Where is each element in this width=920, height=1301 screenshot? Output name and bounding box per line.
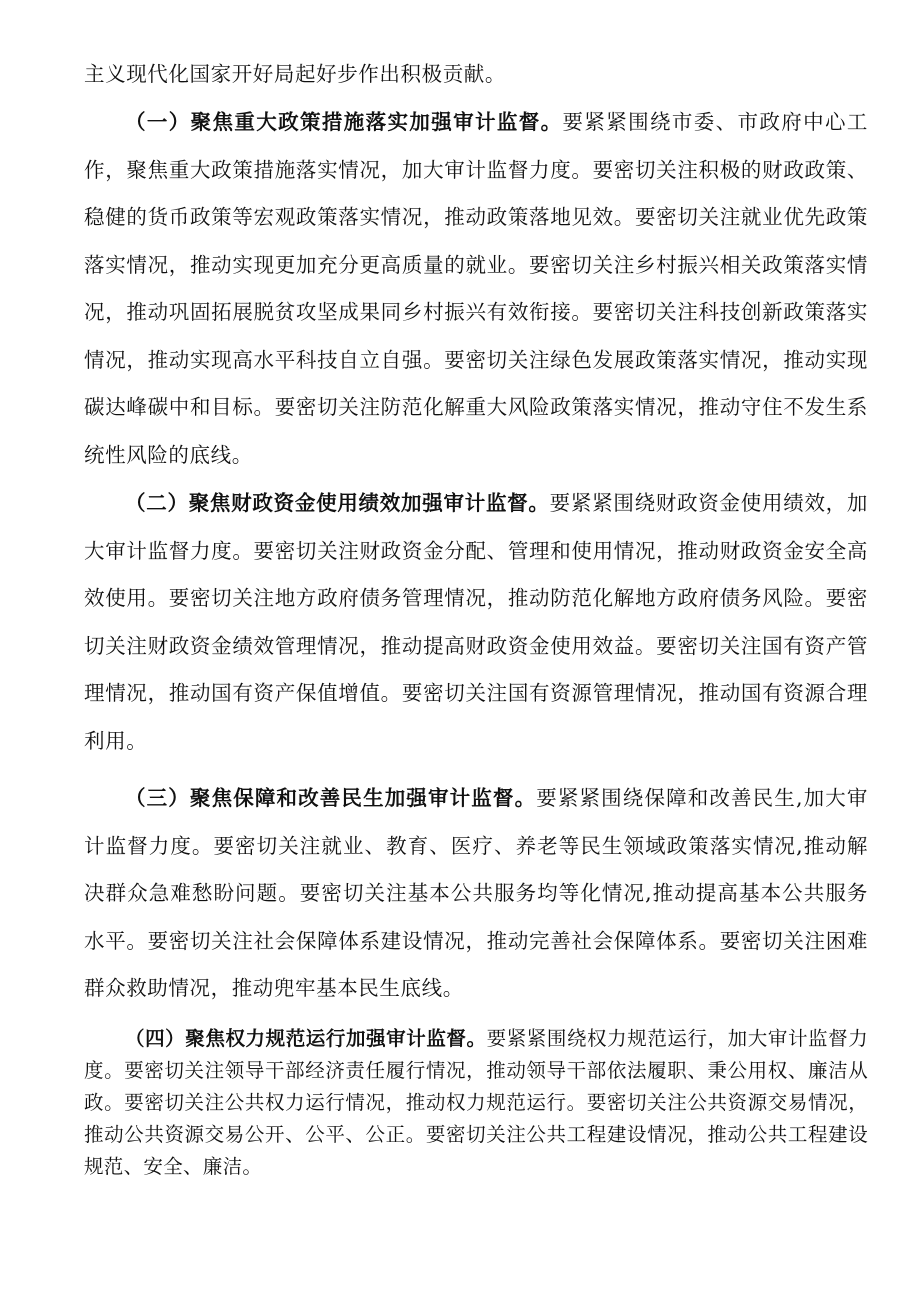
paragraph-section-2 [84,480,868,765]
paragraph-body: 要紧紧围绕权力规范运行，加大审计监督力度。要密切关注领导干部经济责任履行情况，推动领导干部依法履职、秉公用权、廉洁从政。要密切关注公共权力运行情况，推动权力规范运行。要密切关注公共资源交易情况，推动公共资源交易公开、公平、公正。要密切关注公共工程建设情况，推动公共工程建设规范、安全、廉洁。 [84,1027,869,1178]
paragraph-section-3 [84,775,868,1013]
section-heading: （一）聚焦重大政策措施落实加强审计监督。 [125,110,563,134]
section-heading: （二）聚焦财政资金使用绩效加强审计监督。 [125,491,550,515]
paragraph-intro-tail [84,51,868,99]
paragraph-section-4 [84,1023,868,1183]
paragraph-body: 主义现代化国家开好局起好步作出积极贡献。 [84,62,506,86]
paragraph-body: 要紧紧围绕市委、市政府中心工作，聚焦重大政策措施落实情况，加大审计监督力度。要密切关注积极的财政政策、稳健的货币政策等宏观政策落实情况，推动政策落地见效。要密切关注就业优先政策落实情况，推动实现更加充分更高质量的就业。要密切关注乡村振兴相关政策落实情况，推动巩固拓展脱贫攻坚成果同乡村振兴有效衔接。要密切关注科技创新政策落实情况，推动实现高水平科技自立自强。要密切关注绿色发展政策落实情况，推动实现碳达峰碳中和目标。要密切关注防范化解重大风险政策落实情况，推动守住不发生系统性风险的底线。 [84,110,868,467]
paragraph-body: 要紧紧围绕财政资金使用绩效，加大审计监督力度。要密切关注财政资金分配、管理和使用情况，推动财政资金安全高效使用。要密切关注地方政府债务管理情况，推动防范化解地方政府债务风险。要密切关注财政资金绩效管理情况，推动提高财政资金使用效益。要密切关注国有资产管理情况，推动国有资产保值增值。要密切关注国有资源管理情况，推动国有资源合理利用。 [84,491,869,753]
section-heading: （四）聚焦权力规范运行加强审计监督。 [125,1027,487,1050]
paragraph-body: 要紧紧围绕保障和改善民生,加大审计监督力度。要密切关注就业、教育、医疗、养老等民生领域政策落实情况,推动解决群众急难愁盼问题。要密切关注基本公共服务均等化情况,推动提高基本公共服务水平。要密切关注社会保障体系建设情况，推动完善社会保障体系。要密切关注困难群众救助情况，推动兜牢基本民生底线。 [84,786,868,1000]
section-heading: （三）聚焦保障和改善民生加强审计监督。 [125,786,537,810]
paragraph-section-1 [84,99,868,479]
